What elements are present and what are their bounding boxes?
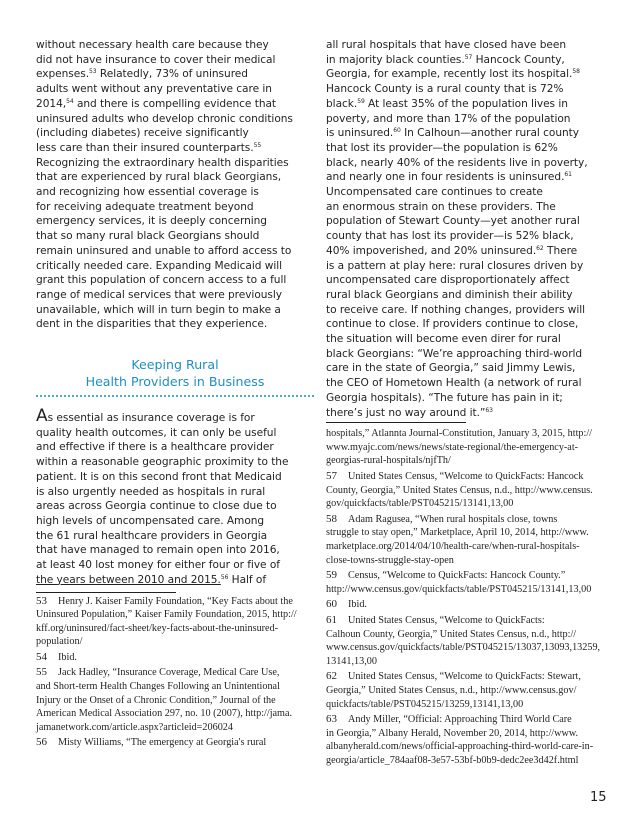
text-line: black, nearly 40% of the residents live in poverty, bbox=[326, 156, 588, 169]
footnote-link[interactable]: albanyherald.com/news/official-approaching-third-world-care-in- bbox=[326, 741, 594, 753]
footnote-58 bbox=[326, 513, 604, 567]
footnote-line: United States Census, “Welcome to QuickFacts: bbox=[348, 615, 545, 626]
footnote-59 bbox=[326, 569, 604, 596]
footnote-link[interactable]: georgias-rural-hospitals/njfTh/ bbox=[326, 455, 451, 467]
text-line: there’s just no way around it.” bbox=[326, 406, 486, 419]
footnote-line: Henry J. Kaiser Family Foundation, “Key Facts about the bbox=[58, 595, 293, 607]
text-line: and effective if there is a healthcare provider bbox=[36, 441, 274, 454]
text-line: in majority black counties. bbox=[326, 53, 465, 66]
text-line: Relatedly, 73% of uninsured bbox=[96, 68, 248, 81]
text-line: an enormous strain on these providers. The bbox=[326, 200, 556, 213]
footnote-ref-59[interactable]: 59 bbox=[357, 97, 365, 105]
text-line: emergency services, it is deeply concerning bbox=[36, 215, 267, 228]
text-line: black. bbox=[326, 97, 358, 110]
text-line: Georgia, for example, recently lost its hospital. bbox=[326, 68, 573, 81]
footnote-ref-54[interactable]: 54 bbox=[66, 97, 74, 105]
text-line: patient. It is on this second front that Medicaid bbox=[36, 470, 282, 483]
text-line: that are experienced by rural black Georgians, bbox=[36, 171, 282, 184]
right-paragraph-1 bbox=[326, 38, 604, 420]
footnote-link[interactable]: 13141,13,00 bbox=[326, 655, 377, 667]
footnote-53 bbox=[36, 595, 314, 649]
text-line: uncompensated care disproportionately affect bbox=[326, 274, 570, 287]
footnote-ref-62[interactable]: 62 bbox=[536, 244, 544, 252]
footnote-60 bbox=[326, 598, 604, 612]
footnote-line: Georgia,” United States Census, n.d., http://www.census.gov/ bbox=[326, 684, 577, 696]
footnote-number: 57 bbox=[326, 470, 337, 483]
text-line: population of Stewart County—yet another rural bbox=[326, 215, 580, 228]
text-line: and nearly one in four residents is uninsured. bbox=[326, 171, 565, 184]
text-line: Uncompensated care continues to create bbox=[326, 186, 543, 199]
text-line: dent in the disparities that they experience. bbox=[36, 318, 268, 331]
footnote-link[interactable]: http://www.census.gov/quickfacts/table/PST045215/13141,13,00 bbox=[326, 583, 592, 595]
footnote-separator bbox=[326, 422, 466, 423]
text-line: Recognizing the extraordinary health disparities bbox=[36, 156, 289, 169]
text-line: range of medical services that were previously bbox=[36, 288, 282, 301]
footnote-line: United States Census, “Welcome to QuickFacts: Stewart, bbox=[348, 671, 581, 683]
footnote-ref-55[interactable]: 55 bbox=[253, 141, 262, 149]
text-line: within a reasonable geographic proximity to the bbox=[36, 456, 289, 469]
footnote-number: 56 bbox=[36, 736, 47, 749]
text-line: There bbox=[543, 244, 578, 257]
text-line: poverty, and more than 17% of the population bbox=[326, 112, 571, 125]
left-footnotes bbox=[36, 595, 314, 751]
text-line: that have managed to remain open into 2016, bbox=[36, 544, 280, 557]
text-line: and there is compelling evidence that bbox=[73, 97, 277, 110]
text-line: (including diabetes) receive significantly bbox=[36, 127, 249, 140]
footnote-56-continued bbox=[326, 427, 604, 468]
footnote-line: Uninsured Population,” Kaiser Family Foundation, 2015, http:// bbox=[36, 609, 297, 621]
footnote-line: hospitals,” Atlannta Journal-Constitution, January 3, 2015, http:// bbox=[326, 428, 592, 440]
footnote-ref-58[interactable]: 58 bbox=[572, 68, 580, 76]
text-line: unavailable, which will in turn begin to make a bbox=[36, 303, 281, 316]
footnote-link[interactable]: jamanetwork.com/article.aspx?articleid=206024 bbox=[36, 721, 233, 733]
text-line: expenses. bbox=[36, 68, 90, 81]
text-line: did not have insurance to cover their medical bbox=[36, 53, 276, 66]
text-line: the 61 rural healthcare providers in Georgia bbox=[36, 529, 268, 542]
text-line: black Georgians: “We’re approaching third-world bbox=[326, 347, 583, 360]
left-paragraph-1 bbox=[36, 38, 314, 332]
footnote-55 bbox=[36, 666, 314, 734]
text-line: Half of bbox=[228, 573, 267, 586]
heading-line: Health Providers in Business bbox=[85, 374, 265, 390]
footnote-line: and Short-term Health Changes Following an Unintentional bbox=[36, 681, 280, 693]
footnote-number: 63 bbox=[326, 713, 337, 726]
text-line: is a pattern at play here: rural closures driven by bbox=[326, 259, 584, 272]
footnote-link[interactable]: marketplace.org/2014/04/10/health-care/when-rural-hospitals- bbox=[326, 541, 580, 553]
footnote-link[interactable]: georgia/article_784aaf08-3e57-53bf-b0b9-dedc2ee3d42f.html bbox=[326, 754, 579, 766]
text-line: quality health outcomes, it can only be useful bbox=[36, 426, 277, 439]
text-line: the situation will become even direr for rural bbox=[326, 333, 561, 346]
text-line: is uninsured. bbox=[326, 127, 394, 140]
text-line: uninsured adults who develop chronic conditions bbox=[36, 112, 293, 125]
footnote-number: 55 bbox=[36, 666, 47, 679]
text-line: 2014, bbox=[36, 97, 67, 110]
section-heading bbox=[36, 356, 314, 390]
footnote-line: American Medical Association 297, no. 10 (2007), http://jama. bbox=[36, 708, 293, 720]
text-line: continue to close. If providers continue to close, bbox=[326, 318, 579, 331]
footnote-line: struggle to stay open,” Marketplace, April 10, 2014, http://www. bbox=[326, 527, 589, 539]
text-line: high levels of uncompensated care. Among bbox=[36, 514, 265, 527]
text-line: At least 35% of the population lives in bbox=[364, 97, 568, 110]
footnote-line: Misty Williams, “The emergency at Georgia's rural bbox=[58, 737, 267, 749]
text-line: for receiving adequate treatment beyond bbox=[36, 200, 254, 213]
page-number: 15 bbox=[590, 790, 607, 805]
text-line: and recognizing how essential coverage is bbox=[36, 186, 259, 199]
right-footnotes bbox=[326, 427, 604, 767]
dotted-divider bbox=[36, 395, 314, 397]
footnote-line: Ibid. bbox=[348, 599, 367, 611]
footnote-line: Calhoun County, Georgia,” United States Census, n.d., http:// bbox=[326, 628, 577, 640]
footnote-56 bbox=[36, 736, 314, 750]
footnote-ref-61[interactable]: 61 bbox=[564, 171, 572, 179]
footnote-57 bbox=[326, 470, 604, 511]
text-line: to receive care. If nothing changes, providers will bbox=[326, 303, 586, 316]
footnote-line: United States Census, “Welcome to QuickFacts: Hancock bbox=[348, 471, 584, 483]
text-line: remain uninsured and unable to afford access to bbox=[36, 244, 292, 257]
footnote-separator bbox=[36, 592, 176, 593]
text-line: the CEO of Hometown Health (a network of rural bbox=[326, 377, 582, 390]
footnote-number: 54 bbox=[36, 650, 47, 663]
footnote-link[interactable]: kff.org/uninsured/fact-sheet/key-facts-about-the-uninsured- bbox=[36, 622, 279, 634]
text-line: adults went without any preventative care in bbox=[36, 83, 272, 96]
footnote-line: Andy Miller, “Official: Approaching Third World Care bbox=[348, 714, 572, 726]
footnote-62 bbox=[326, 670, 604, 711]
footnote-61 bbox=[326, 614, 604, 668]
text-line: the years between 2010 and 2015. bbox=[36, 573, 221, 586]
footnote-54 bbox=[36, 651, 314, 665]
text-line: at least 40 lost money for either four or five of bbox=[36, 559, 280, 572]
footnote-line: Jack Hadley, “Insurance Coverage, Medical Care Use, bbox=[58, 667, 280, 679]
footnote-link[interactable]: close-towns-struggle-stay-open bbox=[326, 554, 454, 566]
drop-cap: A bbox=[36, 406, 48, 427]
left-paragraph-2 bbox=[36, 406, 314, 587]
text-line: care in the state of Georgia,” said Jimmy Lewis, bbox=[326, 362, 576, 375]
footnote-number: 53 bbox=[36, 594, 47, 607]
text-line: 40% impoverished, and 20% uninsured. bbox=[326, 244, 537, 257]
footnote-link[interactable]: population/ bbox=[36, 636, 83, 648]
text-line: without necessary health care because they bbox=[36, 39, 269, 51]
footnote-number: 62 bbox=[326, 670, 337, 683]
footnote-number: 60 bbox=[326, 598, 337, 611]
text-line: areas across Georgia continue to close due to bbox=[36, 500, 277, 513]
footnote-ref-63[interactable]: 63 bbox=[485, 406, 493, 414]
text-line: that lost its provider—the population is 62% bbox=[326, 141, 558, 154]
footnote-link[interactable]: quickfacts/table/PST045215/13259,13141,13,00 bbox=[326, 698, 524, 710]
footnote-link[interactable]: www.census.gov/quickfacts/table/PST045215/13037,13093,13259, bbox=[326, 642, 601, 654]
footnote-link[interactable]: gov/quickfacts/table/PST045215/13141,13,00 bbox=[326, 498, 514, 510]
footnote-number: 61 bbox=[326, 614, 337, 626]
left-column bbox=[36, 38, 314, 750]
footnote-link[interactable]: www.myajc.com/news/news/state-regional/the-emergency-at- bbox=[326, 441, 579, 453]
footnote-line: County, Georgia,” United States Census, n.d., http://www.census. bbox=[326, 484, 593, 496]
text-line: grant this population of concern access to a full bbox=[36, 274, 287, 287]
text-line: Georgia hospitals). “The future has pain in it; bbox=[326, 391, 563, 404]
text-line: Hancock County is a rural county that is 72% bbox=[326, 83, 564, 96]
footnote-ref-53[interactable]: 53 bbox=[89, 68, 97, 76]
footnote-line: in Georgia,” Albany Herald, November 20, 2014, http://www. bbox=[326, 727, 579, 739]
footnote-ref-57[interactable]: 57 bbox=[464, 53, 473, 61]
heading-line: Keeping Rural bbox=[131, 357, 219, 373]
text-line: less care than their insured counterparts. bbox=[36, 141, 254, 154]
text-line: rural black Georgians and diminish their ability bbox=[326, 288, 573, 301]
footnote-ref-56[interactable]: 56 bbox=[220, 573, 229, 581]
footnote-number: 58 bbox=[326, 512, 337, 525]
footnote-line: Injury or the Onset of a Chronic Condition,” Journal of the bbox=[36, 694, 276, 706]
footnote-63 bbox=[326, 713, 604, 767]
text-line: all rural hospitals that have closed have been bbox=[326, 39, 566, 51]
footnote-line: Ibid. bbox=[58, 651, 77, 663]
text-line: that so many rural black Georgians should bbox=[36, 230, 260, 243]
text-line: s essential as insurance coverage is for bbox=[47, 412, 255, 425]
footnote-ref-60[interactable]: 60 bbox=[393, 127, 401, 135]
text-line: county that has lost its provider—is 52% black, bbox=[326, 230, 574, 243]
footnote-number: 59 bbox=[326, 569, 337, 582]
text-line: Hancock County, bbox=[472, 53, 565, 66]
footnote-line: Adam Ragusea, “When rural hospitals close, towns bbox=[348, 513, 558, 525]
footnote-line: Census, “Welcome to QuickFacts: Hancock County.” bbox=[348, 570, 566, 582]
text-line: is also urgently needed as hospitals in rural bbox=[36, 485, 266, 498]
text-line: critically needed care. Expanding Medicaid will bbox=[36, 259, 283, 272]
text-line: In Calhoun—another rural county bbox=[400, 127, 579, 140]
right-column bbox=[326, 38, 604, 768]
